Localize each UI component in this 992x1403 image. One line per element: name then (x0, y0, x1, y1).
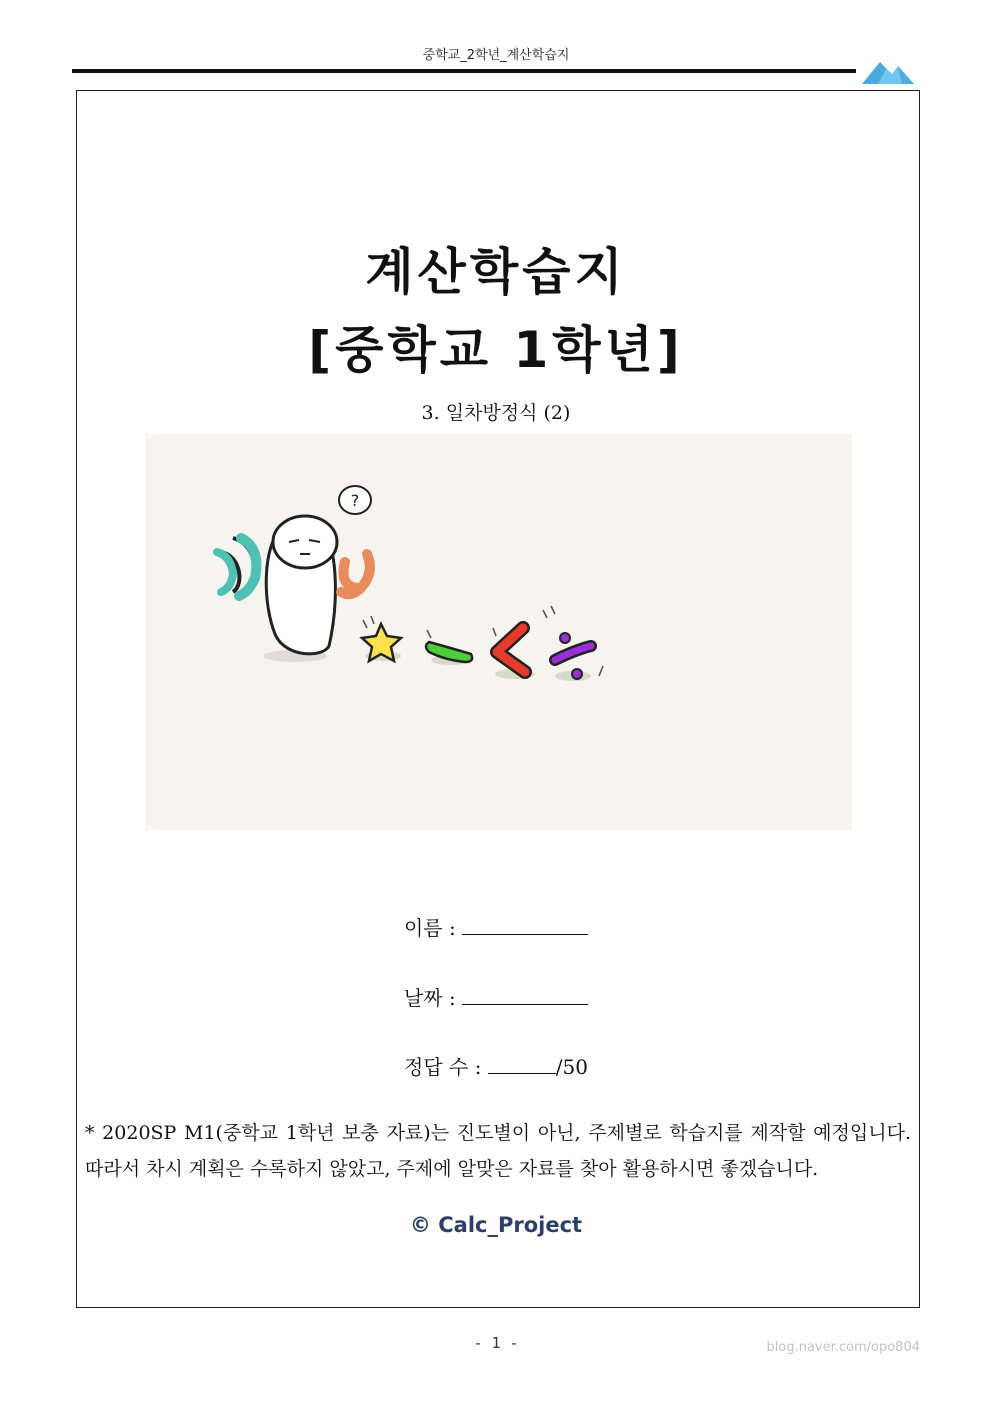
score-field[interactable] (0, 1051, 992, 1080)
worksheet-grade: [중학교 1학년] (308, 321, 684, 379)
score-label: 정답 수 : (404, 1055, 488, 1079)
name-input-line[interactable] (462, 916, 588, 935)
header-text: 중학교_2학년_계산학습지 (422, 48, 570, 63)
copyright-text: © Calc_Project (409, 1213, 583, 1237)
bubble-question-mark: ? (350, 491, 360, 510)
usage-note: * 2020SP M1(중학교 1학년 보충 자료)는 진도별이 아닌, 주제별로 학습지를 제작할 예정입니다. 따라서 차시 계획은 수록하지 않았고, 주제에 알맞은 자료를 찾아 활용하시면 좋겠습니다. (85, 1122, 911, 1180)
worksheet-title: 계산학습지 (365, 243, 627, 301)
score-input-line[interactable] (488, 1055, 556, 1074)
header-rule (72, 69, 856, 73)
blog-url: blog.naver.com/opo804 (766, 1340, 920, 1355)
date-label: 날짜 : (403, 986, 463, 1010)
score-total: /50 (555, 1055, 588, 1079)
page-number: - 1 - (473, 1334, 519, 1352)
mountain-logo-icon (862, 56, 914, 86)
name-field[interactable] (0, 912, 992, 941)
cartoon-character-illustration (145, 434, 852, 830)
name-label: 이름 : (403, 916, 463, 940)
unit-title: 3. 일차방정식 (2) (421, 402, 571, 424)
date-field[interactable] (0, 982, 992, 1011)
date-input-line[interactable] (462, 986, 588, 1005)
cover-illustration (145, 434, 852, 830)
